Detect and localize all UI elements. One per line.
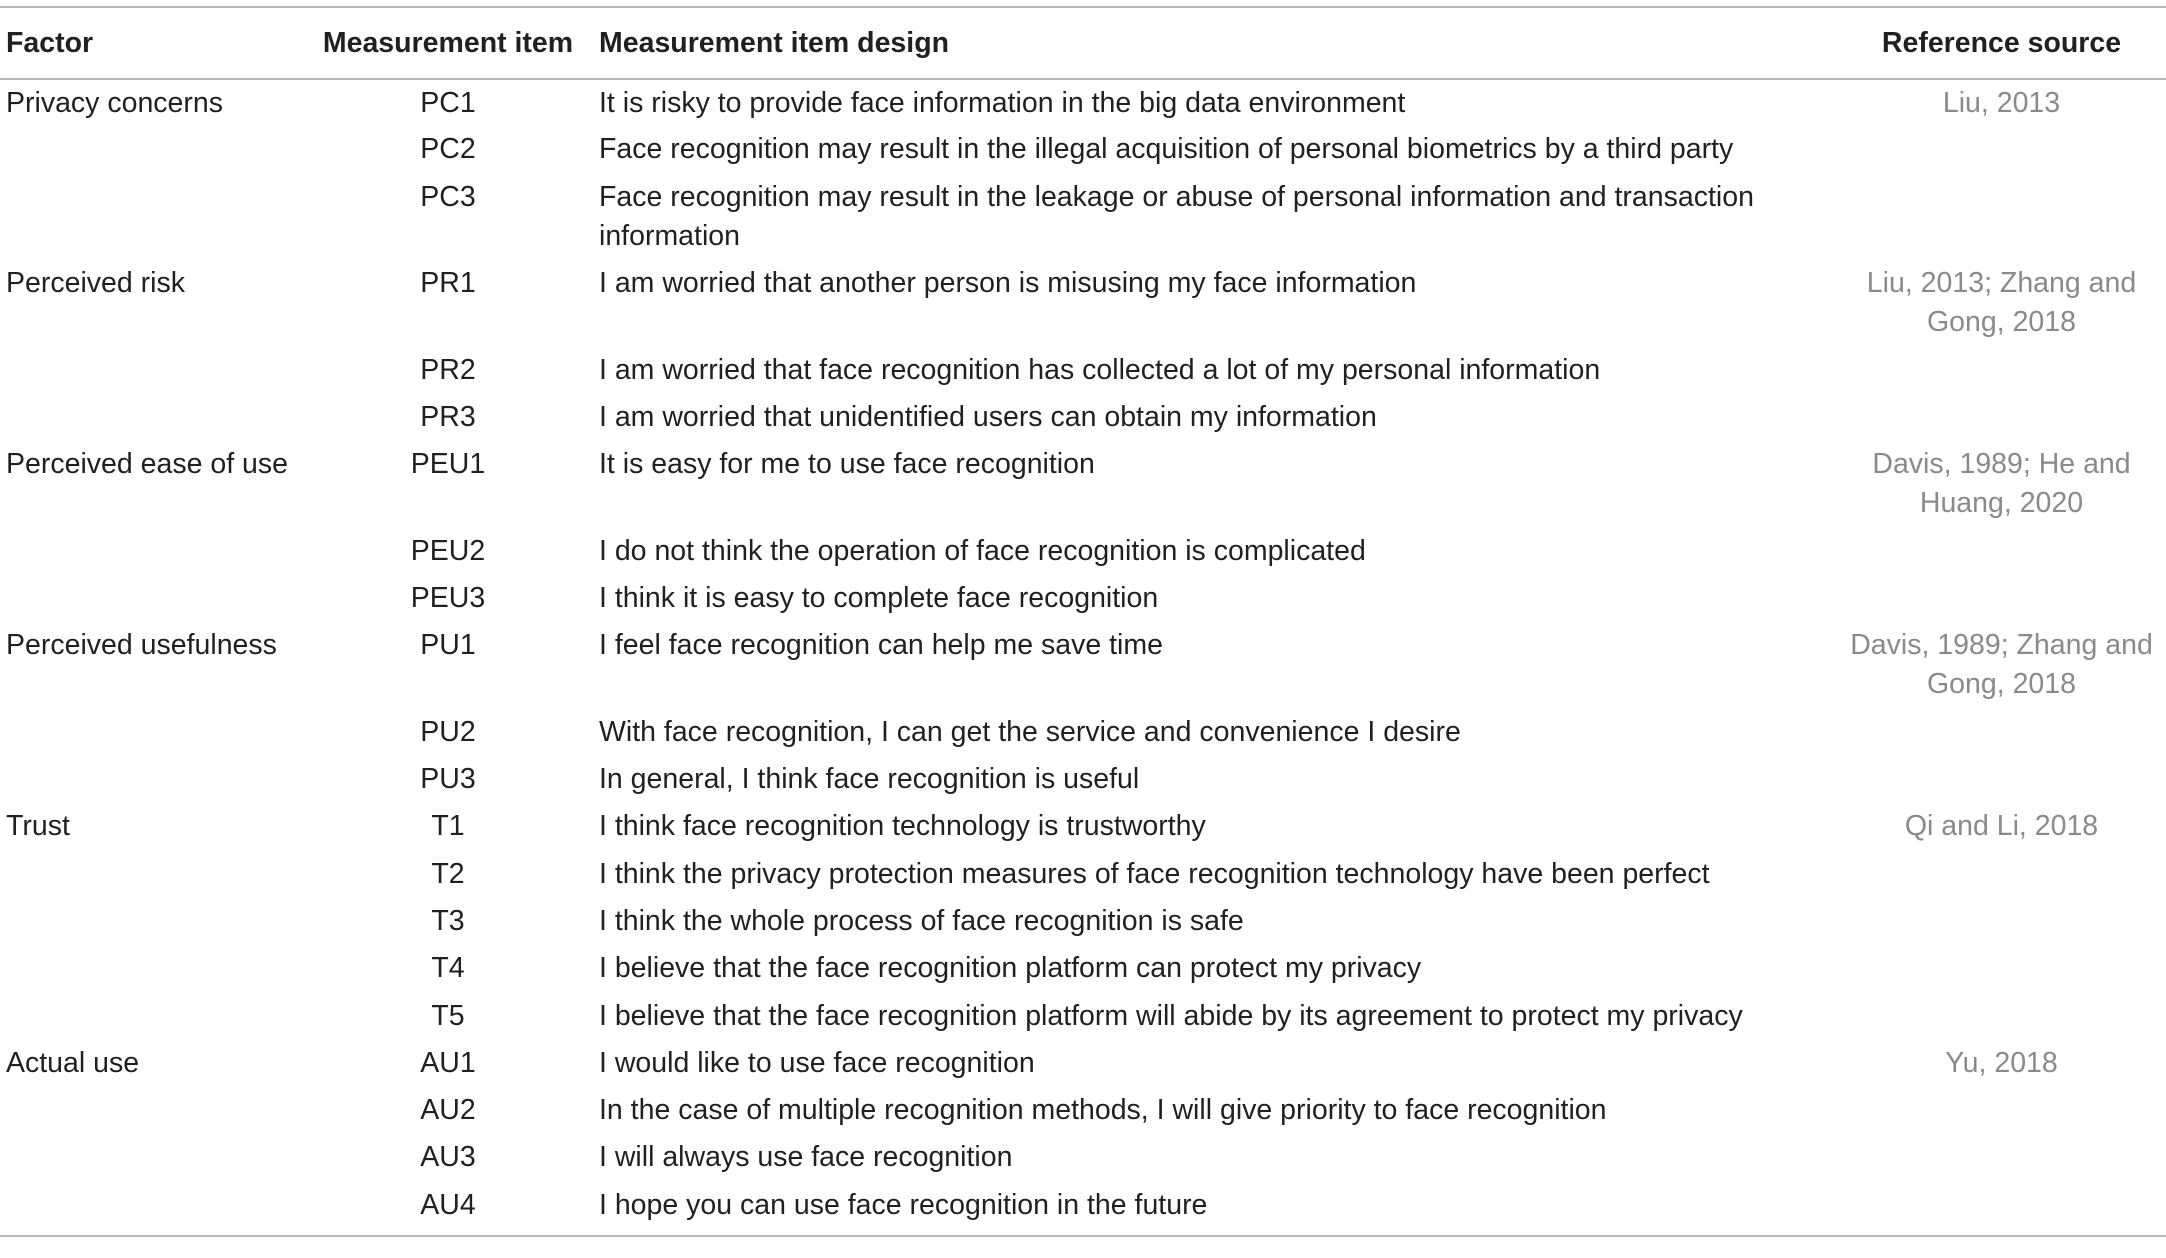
design-cell: In the case of multiple recognition methods, I will give priority to face recognition xyxy=(599,1094,1607,1127)
item-cell: PR2 xyxy=(420,353,476,386)
table-row xyxy=(0,441,2166,528)
item-cell: T2 xyxy=(431,857,465,890)
factor-cell xyxy=(0,993,303,1040)
table-row xyxy=(0,993,2166,1040)
reference-cell xyxy=(1837,756,2166,803)
design-cell: I think the privacy protection measures of face recognition technology have been perfect xyxy=(599,857,1710,890)
table-row xyxy=(0,575,2166,622)
item-cell: PC1 xyxy=(420,87,476,119)
table-row xyxy=(0,79,2166,126)
table-row xyxy=(0,394,2166,441)
table-row xyxy=(0,709,2166,756)
table-row xyxy=(0,528,2166,575)
reference-cell xyxy=(1837,709,2166,756)
design-cell: I am worried that face recognition has collected a lot of my personal information xyxy=(599,353,1601,386)
reference-cell xyxy=(1837,174,2166,261)
factor-cell: Trust xyxy=(6,810,70,843)
table-row xyxy=(0,756,2166,803)
factor-cell xyxy=(0,528,303,575)
design-cell: It is risky to provide face information in the big data environment xyxy=(599,87,1406,119)
header-measurement-item: Measurement item xyxy=(303,7,593,79)
item-cell: T3 xyxy=(431,904,465,937)
table-row xyxy=(0,803,2166,850)
table-header xyxy=(0,7,2166,79)
item-cell: AU3 xyxy=(420,1141,476,1174)
reference-cell xyxy=(1837,1182,2166,1236)
reference-cell xyxy=(1837,347,2166,394)
factor-cell: Actual use xyxy=(6,1046,140,1079)
table-row xyxy=(0,1087,2166,1134)
reference-cell xyxy=(1837,993,2166,1040)
design-cell: I do not think the operation of face recognition is complicated xyxy=(599,534,1366,567)
design-cell: I think the whole process of face recognition is safe xyxy=(599,904,1244,937)
item-cell: PR1 xyxy=(420,267,476,300)
reference-cell xyxy=(1837,394,2166,441)
factor-cell xyxy=(0,756,303,803)
factor-cell xyxy=(0,1182,303,1236)
factor-cell xyxy=(0,394,303,441)
factor-cell xyxy=(0,1087,303,1134)
table-row xyxy=(0,622,2166,709)
item-cell: PEU1 xyxy=(410,448,486,481)
item-cell: T5 xyxy=(431,999,465,1032)
design-cell: I feel face recognition can help me save time xyxy=(599,629,1163,662)
table-row xyxy=(0,1182,2166,1236)
item-cell: PC2 xyxy=(420,133,476,166)
design-cell: I am worried that unidentified users can obtain my information xyxy=(599,400,1377,433)
item-cell: PU1 xyxy=(420,629,476,662)
item-cell: PEU3 xyxy=(410,581,486,614)
item-cell: PC3 xyxy=(420,180,476,213)
reference-cell: Qi and Li, 2018 xyxy=(1904,810,2099,843)
design-cell: Face recognition may result in the leakage or abuse of personal information and transaction information xyxy=(599,180,1754,252)
factor-cell xyxy=(0,851,303,898)
factor-cell: Perceived ease of use xyxy=(6,448,289,481)
table-row xyxy=(0,1040,2166,1087)
table-row xyxy=(0,945,2166,992)
reference-cell xyxy=(1837,945,2166,992)
table-row xyxy=(0,851,2166,898)
factor-cell xyxy=(0,174,303,261)
reference-cell xyxy=(1837,851,2166,898)
factor-cell: Perceived risk xyxy=(6,267,185,300)
table-body xyxy=(0,79,2166,1236)
design-cell: I think it is easy to complete face recognition xyxy=(599,581,1159,614)
design-cell: I will always use face recognition xyxy=(599,1141,1013,1174)
factor-cell xyxy=(0,945,303,992)
header-row xyxy=(0,7,2166,79)
item-cell: AU4 xyxy=(303,1182,593,1236)
design-cell: I believe that the face recognition platform will abide by its agreement to protect my privacy xyxy=(599,999,1743,1032)
item-cell: PU3 xyxy=(420,763,476,796)
reference-cell: Liu, 2013 xyxy=(1942,87,2061,119)
reference-cell: Liu, 2013; Zhang and Gong, 2018 xyxy=(1866,267,2137,339)
design-cell: I believe that the face recognition platform can protect my privacy xyxy=(599,952,1422,985)
reference-cell xyxy=(1837,898,2166,945)
item-cell: PR3 xyxy=(420,400,476,433)
design-cell: I hope you can use face recognition in the future xyxy=(593,1182,1837,1236)
design-cell: I think face recognition technology is trustworthy xyxy=(599,810,1206,843)
reference-cell xyxy=(1837,575,2166,622)
factor-cell: Privacy concerns xyxy=(6,87,223,119)
design-cell: Face recognition may result in the illegal acquisition of personal biometrics by a third party xyxy=(599,133,1734,166)
table-row xyxy=(0,898,2166,945)
design-cell: I would like to use face recognition xyxy=(599,1046,1035,1079)
factor-cell xyxy=(0,126,303,173)
table-row xyxy=(0,126,2166,173)
factor-cell xyxy=(0,575,303,622)
reference-cell xyxy=(1837,1134,2166,1181)
design-cell: With face recognition, I can get the service and convenience I desire xyxy=(599,715,1461,748)
factor-cell xyxy=(0,347,303,394)
factor-cell: Perceived usefulness xyxy=(6,629,277,662)
reference-cell: Yu, 2018 xyxy=(1945,1046,2058,1079)
table-row xyxy=(0,347,2166,394)
item-cell: AU1 xyxy=(420,1046,476,1079)
reference-cell xyxy=(1837,126,2166,173)
factor-cell xyxy=(0,898,303,945)
table-row xyxy=(0,174,2166,261)
reference-cell: Davis, 1989; Zhang and Gong, 2018 xyxy=(1850,629,2153,701)
reference-cell xyxy=(1837,528,2166,575)
header-measurement-item-design: Measurement item design xyxy=(593,7,1837,79)
design-cell: In general, I think face recognition is useful xyxy=(599,763,1140,796)
design-cell: It is easy for me to use face recognition xyxy=(599,448,1095,481)
item-cell: PU2 xyxy=(420,715,476,748)
item-cell: AU2 xyxy=(420,1094,476,1127)
reference-cell: Davis, 1989; He and Huang, 2020 xyxy=(1872,448,2131,520)
header-factor: Factor xyxy=(0,7,303,79)
factor-cell xyxy=(0,1134,303,1181)
item-cell: T1 xyxy=(431,810,465,843)
reference-cell xyxy=(1837,1087,2166,1134)
table-row xyxy=(0,260,2166,347)
factor-cell xyxy=(0,709,303,756)
item-cell: PEU2 xyxy=(410,534,486,567)
item-cell: T4 xyxy=(431,952,465,985)
header-reference-source: Reference source xyxy=(1837,7,2166,79)
table-row xyxy=(0,1134,2166,1181)
design-cell: I am worried that another person is misusing my face information xyxy=(599,267,1417,300)
measurement-table xyxy=(0,6,2166,1237)
